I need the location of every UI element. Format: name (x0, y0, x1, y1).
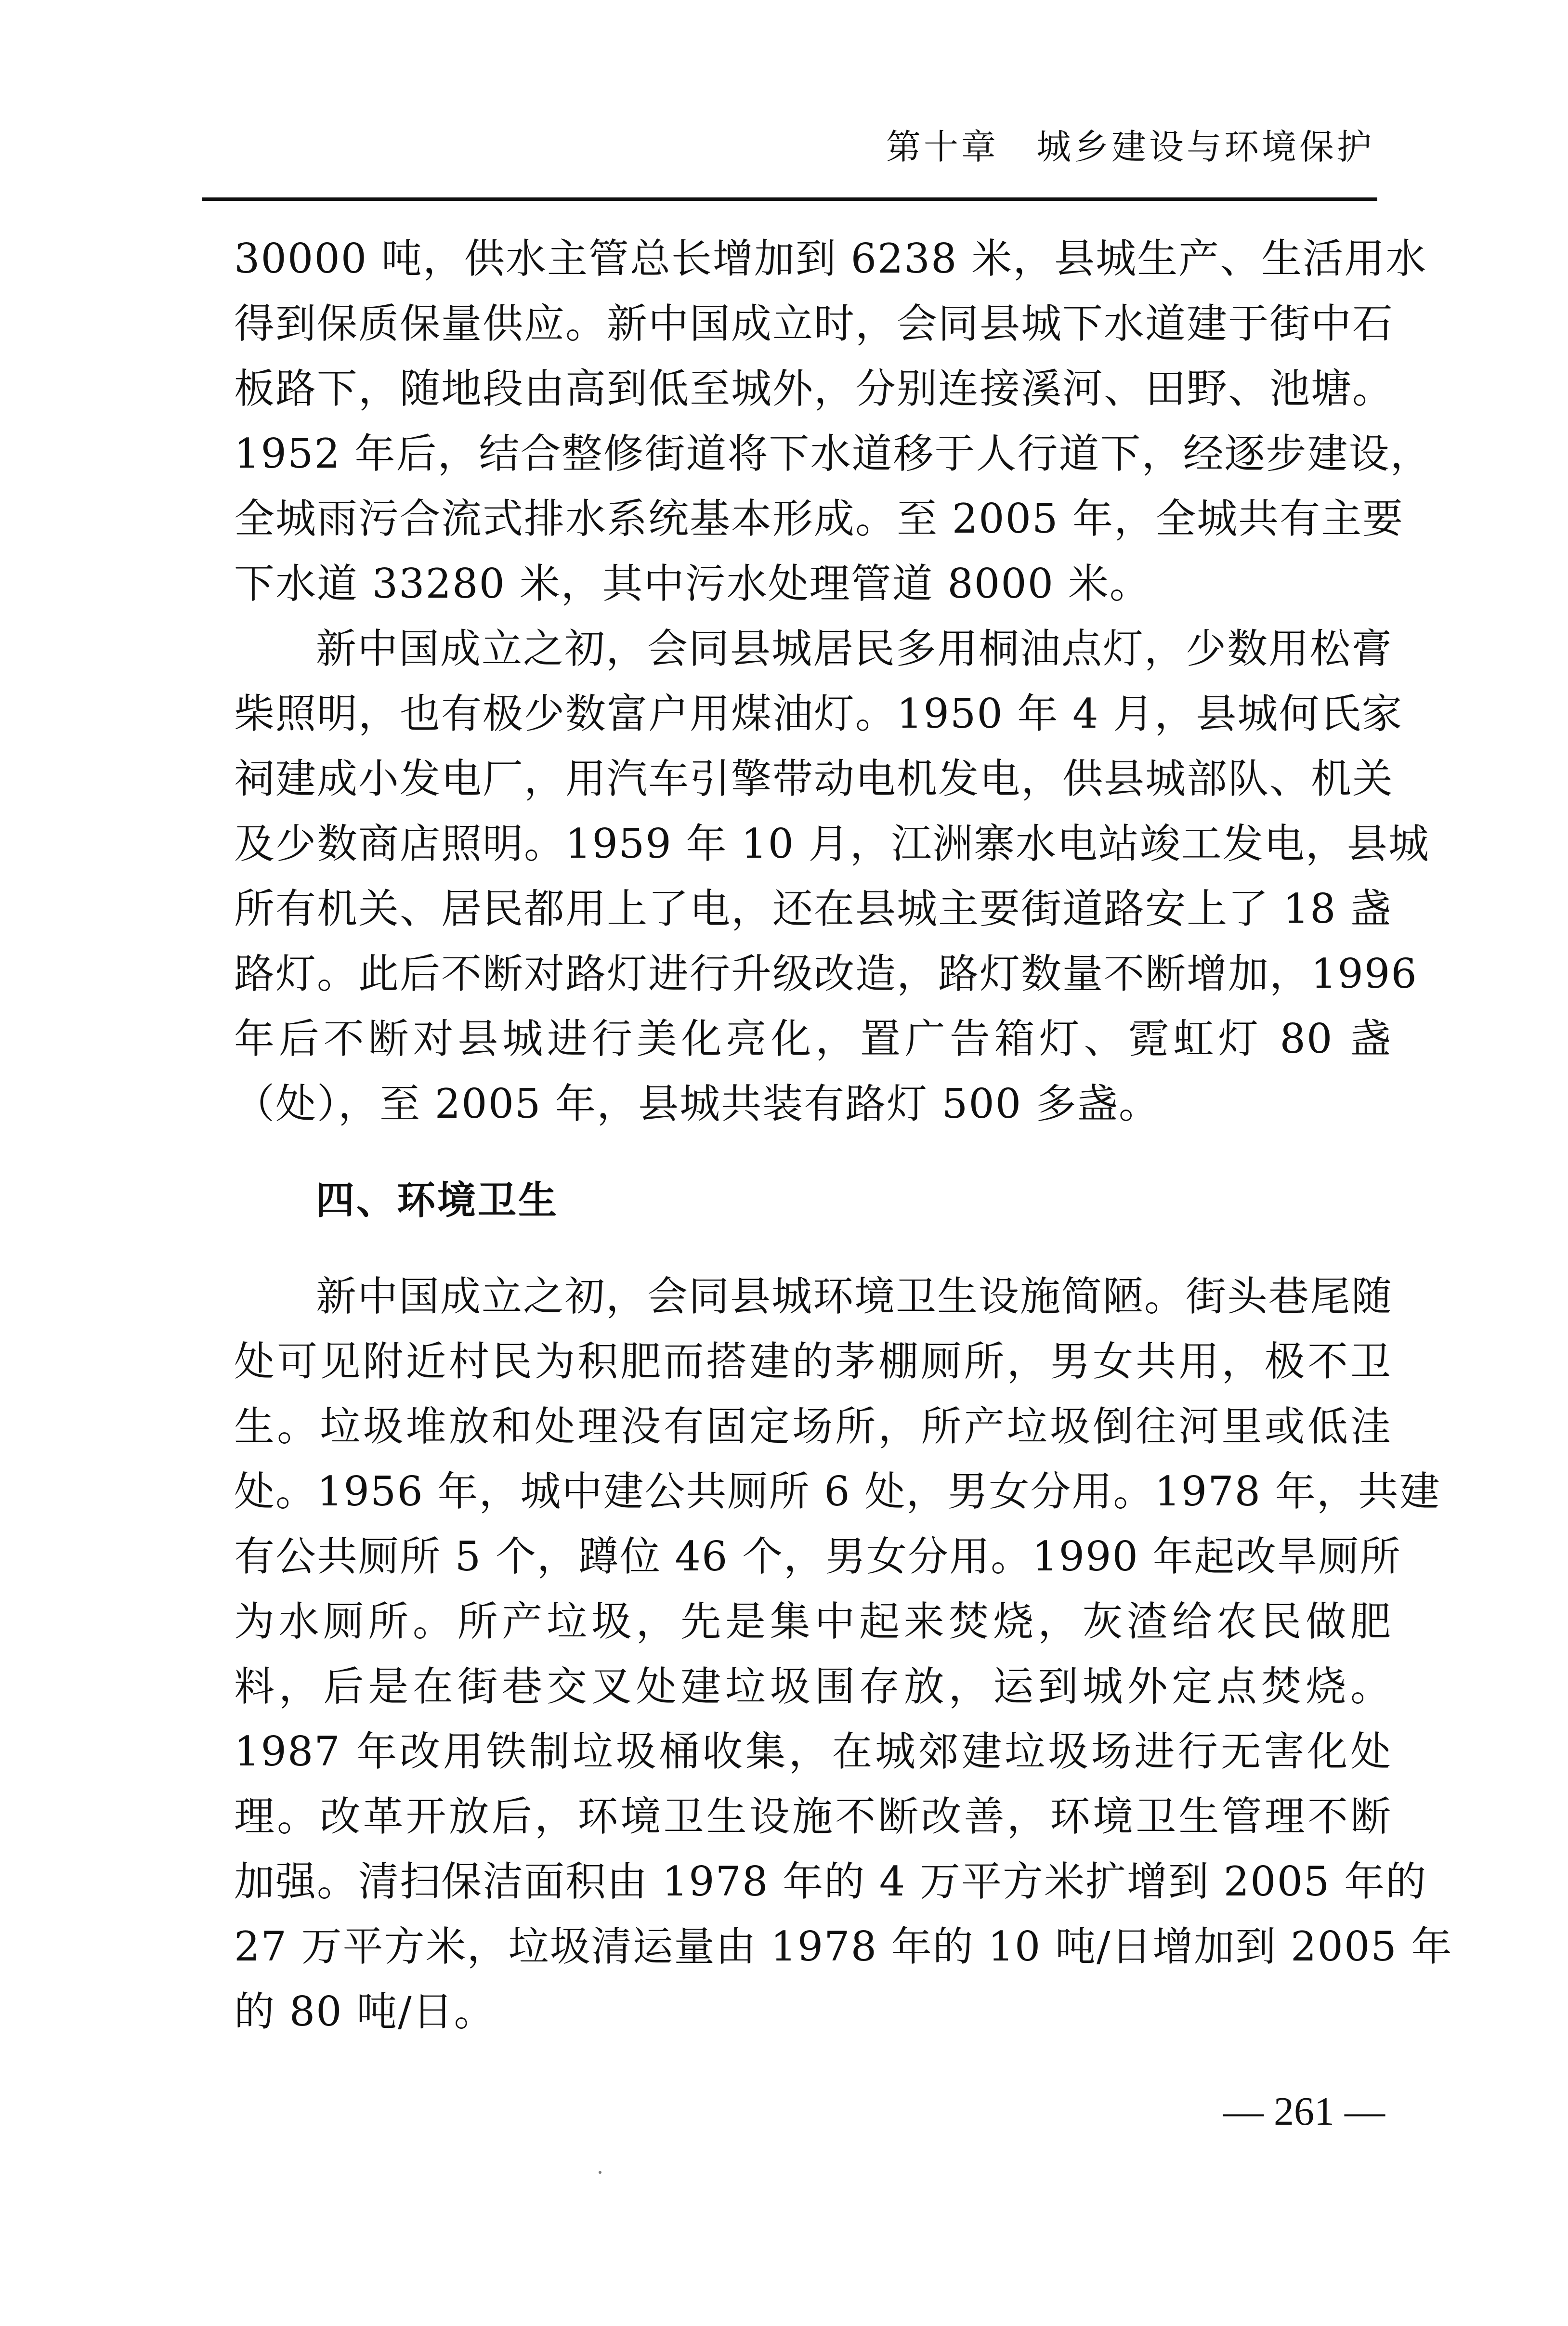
page-number: — 261 — (1223, 2089, 1385, 2134)
text-line: 全城雨污合流式排水系统基本形成。至 2005 年，全城共有主要 (234, 495, 1404, 542)
text-line: 1952 年后，结合整修街道将下水道移于人行道下，经逐步建设， (234, 430, 1432, 477)
text-line: 祠建成小发电厂，用汽车引擎带动电机发电，供县城部队、机关 (234, 755, 1394, 802)
text-line: 板路下，随地段由高到低至城外，分别连接溪河、田野、池塘。 (234, 365, 1394, 412)
text-line: 柴照明，也有极少数富户用煤油灯。1950 年 4 月，县城何氏家 (234, 690, 1403, 737)
paragraph-water-drainage (234, 226, 1432, 616)
text-line: 处可见附近村民为积肥而搭建的茅棚厕所，男女共用，极不卫 (234, 1338, 1392, 1385)
text-line: 年后不断对县城进行美化亮化，置广告箱灯、霓虹灯 80 盏 (234, 1015, 1392, 1062)
text-line: 处。1956 年，城中建公共厕所 6 处，男女分用。1978 年，共建 (234, 1468, 1441, 1515)
page-body (234, 226, 1453, 2044)
text-line: 新中国成立之初，会同县城居民多用桐油点灯，少数用松膏 (316, 625, 1393, 672)
text-line: 1987 年改用铁制垃圾桶收集，在城郊建垃圾场进行无害化处 (234, 1728, 1392, 1775)
header-rule-divider (202, 197, 1377, 201)
text-line: 得到保质保量供应。新中国成立时，会同县城下水道建于街中石 (234, 300, 1394, 347)
spacer (234, 1137, 1392, 1156)
text-line: 30000 吨，供水主管总长增加到 6238 米，县城生产、生活用水 (234, 235, 1427, 282)
text-line: 所有机关、居民都用上了电，还在县城主要街道路安上了 18 盏 (234, 885, 1392, 932)
text-line: 加强。清扫保洁面积由 1978 年的 4 万平方米扩增到 2005 年的 (234, 1858, 1427, 1905)
running-head-chapter-title: 第十章 城乡建设与环境保护 (886, 127, 1375, 167)
text-line: 27 万平方米，垃圾清运量由 1978 年的 10 吨/日增加到 2005 年 (234, 1923, 1453, 1970)
text-line: 理。改革开放后，环境卫生设施不断改善，环境卫生管理不断 (234, 1793, 1392, 1840)
text-line: 新中国成立之初，会同县城环境卫生设施简陋。街头巷尾随 (316, 1273, 1393, 1320)
text-line: 为水厕所。所产垃圾，先是集中起来焚烧，灰渣给农民做肥 (234, 1598, 1392, 1645)
scan-artifact-dot (599, 2171, 601, 2174)
text-line: （处），至 2005 年，县城共装有路灯 500 多盏。 (234, 1080, 1160, 1127)
text-line: 路灯。此后不断对路灯进行升级改造，路灯数量不断增加，1996 (234, 950, 1418, 997)
paragraph-environmental-sanitation (234, 1264, 1453, 2044)
paragraph-street-lighting (234, 616, 1430, 1137)
text-line: 的 80 吨/日。 (234, 1988, 496, 2035)
text-line: 料，后是在街巷交叉处建垃圾围存放，运到城外定点焚烧。 (234, 1663, 1392, 1710)
text-line: 有公共厕所 5 个，蹲位 46 个，男女分用。1990 年起改旱厕所 (234, 1533, 1401, 1580)
spacer (234, 1245, 1392, 1264)
section-heading: 四、环境卫生 (316, 1178, 559, 1223)
text-line: 生。垃圾堆放和处理没有固定场所，所产垃圾倒往河里或低洼 (234, 1403, 1392, 1450)
text-line: 下水道 33280 米，其中污水处理管道 8000 米。 (234, 560, 1151, 607)
text-line: 及少数商店照明。1959 年 10 月，江洲寨水电站竣工发电，县城 (234, 820, 1430, 867)
